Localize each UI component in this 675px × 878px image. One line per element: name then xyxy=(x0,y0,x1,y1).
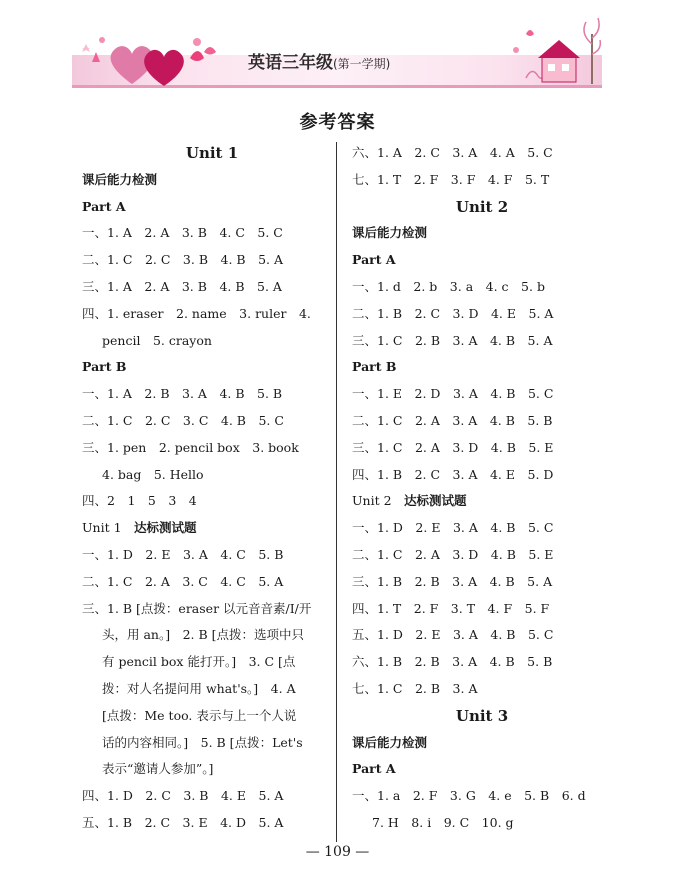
answer-line: 一、1. A 2. A 3. B 4. C 5. C xyxy=(82,225,283,241)
answer-line: 表示“邀请人参加”。] xyxy=(102,761,214,777)
answer-line: 三、1. C 2. B 3. A 4. B 5. A xyxy=(352,332,553,348)
answer-line: 六、1. A 2. C 3. A 4. A 5. C xyxy=(352,145,553,160)
answer-line: 二、1. C 2. C 3. B 4. B 5. A xyxy=(82,252,284,268)
book-title-main: 英语三年级 xyxy=(248,53,333,73)
answer-line: 4. bag 5. Hello xyxy=(102,466,204,482)
house-tree-decoration-icon xyxy=(502,14,602,94)
answer-line: 拨：对人名提问用 what's。] 4. A xyxy=(102,680,296,696)
answer-line: 三、1. pen 2. pencil box 3. book xyxy=(82,439,299,455)
test-heading-label: 达标测试题 xyxy=(134,520,197,536)
section-heading: 课后能力检测 xyxy=(82,171,158,187)
answer-line: 二、1. B 2. C 3. D 4. E 5. A xyxy=(352,305,554,321)
answer-line: 三、1. B 2. B 3. A 4. B 5. A xyxy=(352,573,553,589)
answer-line: 六、1. B 2. B 3. A 4. B 5. B xyxy=(352,654,553,670)
part-heading: Part B xyxy=(82,359,127,375)
column-divider xyxy=(336,142,337,842)
unit-heading: Unit 1 xyxy=(185,144,239,162)
part-heading: Part A xyxy=(352,761,396,777)
answer-line: 三、1. B [点拨：eraser 以元音音素/I/开 xyxy=(82,600,312,616)
part-heading: Part A xyxy=(352,252,396,268)
page-number: — 109 — xyxy=(305,844,370,860)
answer-line: 一、1. D 2. E 3. A 4. B 5. C xyxy=(352,520,554,536)
part-heading: Part A xyxy=(82,198,126,214)
answer-line: 四、2 1 5 3 4 xyxy=(82,493,197,509)
section-heading: 课后能力检测 xyxy=(352,225,428,241)
answer-line: 有 pencil box 能打开。] 3. C [点 xyxy=(102,654,296,670)
right-column xyxy=(352,140,612,837)
test-heading-unit: Unit 2 xyxy=(352,493,405,509)
header-banner xyxy=(72,22,602,74)
unit-heading: Unit 3 xyxy=(455,706,509,725)
answer-line: 一、1. E 2. D 3. A 4. B 5. C xyxy=(352,386,554,402)
answer-line: 三、1. A 2. A 3. B 4. B 5. A xyxy=(82,278,282,294)
book-title xyxy=(248,48,390,73)
answer-line: 头，用 an。] 2. B [点拨：选项中只 xyxy=(102,627,305,643)
answer-line: 七、1. T 2. F 3. F 4. F 5. T xyxy=(352,171,550,187)
test-heading xyxy=(352,488,612,515)
section-heading: 课后能力检测 xyxy=(352,734,428,750)
answer-line: 四、1. D 2. C 3. B 4. E 5. A xyxy=(82,788,284,804)
answer-line: 四、1. T 2. F 3. T 4. F 5. F xyxy=(352,600,550,616)
unit-heading: Unit 2 xyxy=(455,197,509,216)
answer-line: 五、1. B 2. C 3. E 4. D 5. A xyxy=(82,814,284,830)
book-title-sub: (第一学期) xyxy=(333,57,391,71)
answer-line: [点拨：Me too. 表示与上一个人说 xyxy=(102,707,297,723)
page-title: 参考答案 xyxy=(299,112,376,133)
hearts-decoration-icon xyxy=(72,22,222,92)
answer-line: 一、1. a 2. F 3. G 4. e 5. B 6. d xyxy=(352,788,586,804)
test-heading-unit: Unit 1 xyxy=(82,520,135,536)
answer-line: 二、1. C 2. A 3. D 4. B 5. E xyxy=(352,546,554,562)
answer-line: 四、1. B 2. C 3. A 4. E 5. D xyxy=(352,466,554,482)
answer-line: 二、1. C 2. A 3. C 4. C 5. A xyxy=(82,573,284,589)
left-column xyxy=(82,140,342,837)
answer-line: 七、1. C 2. B 3. A xyxy=(352,680,478,696)
answer-line: 二、1. C 2. C 3. C 4. B 5. C xyxy=(82,412,284,428)
answer-line: 二、1. C 2. A 3. A 4. B 5. B xyxy=(352,412,553,428)
answer-line: 一、1. d 2. b 3. a 4. c 5. b xyxy=(352,278,545,294)
test-heading-label: 达标测试题 xyxy=(404,493,467,509)
test-heading xyxy=(82,515,342,542)
answer-line: 话的内容相同。] 5. B [点拨：Let's xyxy=(102,734,303,750)
answer-line: 三、1. C 2. A 3. D 4. B 5. E xyxy=(352,439,554,455)
answer-line: 四、1. eraser 2. name 3. ruler 4. xyxy=(82,305,311,321)
answer-line: 一、1. A 2. B 3. A 4. B 5. B xyxy=(82,386,283,402)
answer-line: 五、1. D 2. E 3. A 4. B 5. C xyxy=(352,627,554,643)
answer-line: pencil 5. crayon xyxy=(102,332,212,348)
answer-line: 7. H 8. i 9. C 10. g xyxy=(372,814,514,830)
part-heading: Part B xyxy=(352,359,397,375)
answer-line: 一、1. D 2. E 3. A 4. C 5. B xyxy=(82,546,284,562)
